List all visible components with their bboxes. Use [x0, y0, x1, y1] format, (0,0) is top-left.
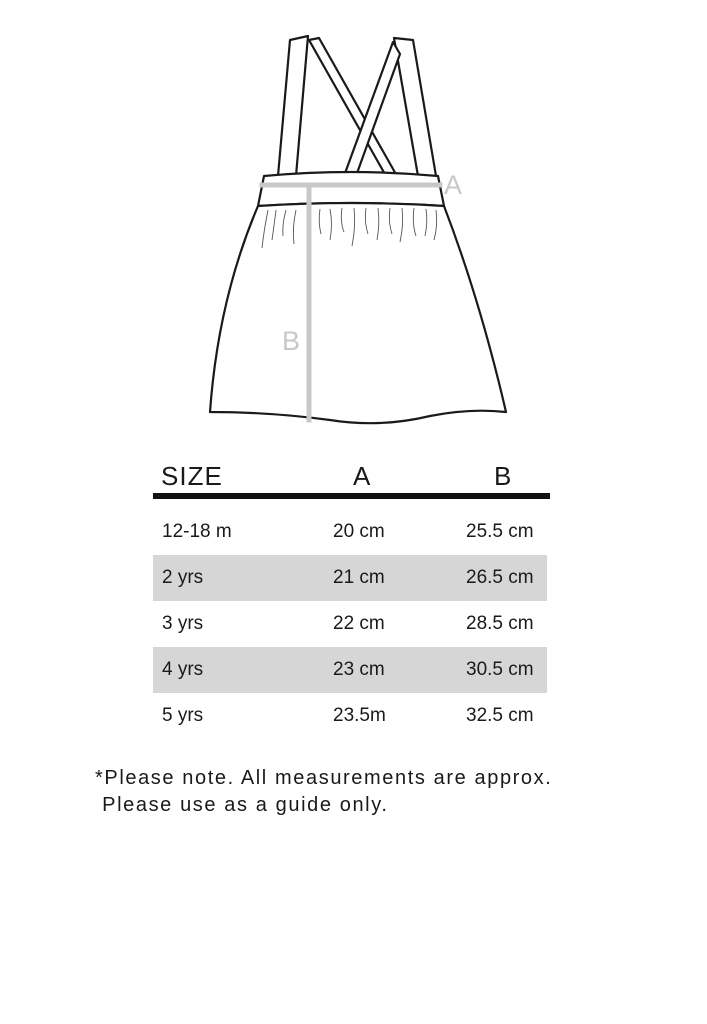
- table-row: [153, 555, 547, 601]
- cell-b: 30.5 cm: [466, 659, 534, 680]
- cell-b: 32.5 cm: [466, 705, 534, 726]
- cell-size: 4 yrs: [162, 659, 204, 680]
- table-body: [153, 509, 550, 739]
- cell-a: 23.5m: [333, 705, 386, 726]
- note-line-1: *Please note. All measurements are approx.: [95, 767, 553, 789]
- cell-a: 23 cm: [333, 659, 385, 680]
- label-b: B: [282, 326, 301, 356]
- dress-outline: [210, 36, 506, 423]
- cell-b: 26.5 cm: [466, 567, 534, 588]
- cell-size: 2 yrs: [162, 567, 204, 588]
- note-line-2: Please use as a guide only.: [95, 794, 389, 816]
- cell-size: 3 yrs: [162, 613, 204, 634]
- measurement-note: [95, 765, 552, 819]
- cell-b: 28.5 cm: [466, 613, 534, 634]
- size-chart-table: [153, 455, 550, 739]
- header-size: SIZE: [161, 461, 223, 491]
- table-row: [153, 693, 547, 739]
- header-b: B: [494, 461, 513, 491]
- table-row: [153, 601, 547, 647]
- cell-a: 21 cm: [333, 567, 385, 588]
- table-header: [153, 455, 550, 499]
- label-a: A: [444, 170, 463, 200]
- dress-diagram: [0, 0, 707, 440]
- cell-size: 5 yrs: [162, 705, 204, 726]
- cell-b: 25.5 cm: [466, 521, 534, 542]
- table-row: [153, 647, 547, 693]
- cell-size: 12-18 m: [162, 521, 232, 542]
- table-row: [153, 509, 547, 555]
- cell-a: 22 cm: [333, 613, 385, 634]
- header-a: A: [353, 461, 372, 491]
- cell-a: 20 cm: [333, 521, 385, 542]
